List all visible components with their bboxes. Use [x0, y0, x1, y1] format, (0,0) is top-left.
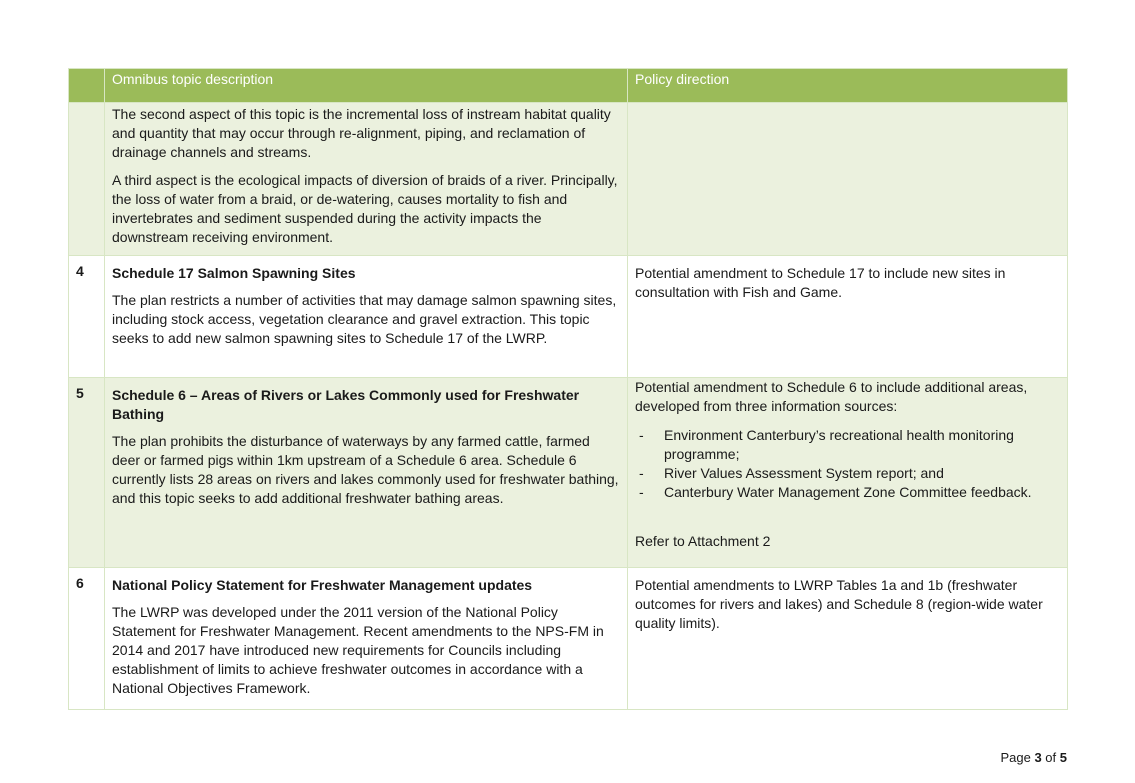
- page-current: 3: [1034, 750, 1042, 765]
- topic-description-paragraph: The plan prohibits the disturbance of waterways by any farmed cattle, farmed deer or farmed pigs within 1km upstream of a Schedule 6 area. Schedule 6 currently lists 28 areas on rivers and lakes commonly used for freshwater bathing, and this topic seeks to add additional freshwater bathing areas.: [112, 433, 619, 506]
- row-number: 6: [76, 575, 84, 591]
- row-policy-cell: [628, 568, 1068, 710]
- row-number-cell: [69, 103, 105, 256]
- table-header-row: [69, 69, 1068, 103]
- row-number: 4: [76, 263, 84, 279]
- row-description-cell: [105, 256, 628, 378]
- list-item: - River Values Assessment System report; and: [635, 464, 1060, 483]
- header-policy-label: Policy direction: [635, 71, 730, 87]
- policy-text: [628, 103, 1067, 114]
- row-number: 5: [76, 385, 84, 401]
- attachment-reference: Refer to Attachment 2: [635, 533, 771, 549]
- policy-text: Potential amendment to Schedule 17 to include new sites in consultation with Fish and Game.: [635, 265, 1006, 300]
- row-policy-cell: [628, 103, 1068, 256]
- policy-intro: Potential amendment to Schedule 6 to include additional areas, developed from three information sources:: [635, 379, 1028, 414]
- table-row-6: [69, 568, 1068, 710]
- header-description-label: Omnibus topic description: [112, 71, 274, 87]
- topic-title: National Policy Statement for Freshwater Management updates: [112, 577, 533, 593]
- header-number-cell: [69, 69, 105, 103]
- page-number: [1000, 750, 1067, 765]
- row-policy-cell: [628, 256, 1068, 378]
- table-row-continued: [69, 103, 1068, 256]
- header-description-cell: [105, 69, 628, 103]
- table-row-4: [69, 256, 1068, 378]
- row-description-cell: [105, 568, 628, 710]
- list-item: - Canterbury Water Management Zone Committee feedback.: [635, 483, 1060, 502]
- topic-description-paragraph: The plan restricts a number of activities that may damage salmon spawning sites, including stock access, vegetation clearance and gravel extraction. This topic seeks to add new salmon spawning sites to Schedule 17 of the LWRP.: [112, 292, 617, 346]
- row-description-cell: [105, 103, 628, 256]
- row-number-cell: [69, 256, 105, 378]
- page-label: Page: [1000, 750, 1031, 765]
- topic-description-paragraph: The second aspect of this topic is the incremental loss of instream habitat quality and quantity that may occur through re-alignment, piping, and reclamation of drainage channels and streams.: [112, 106, 611, 160]
- omnibus-topics-table: [68, 68, 1068, 710]
- page-total: 5: [1059, 750, 1067, 765]
- row-policy-cell: [628, 378, 1068, 568]
- page-of: of: [1045, 750, 1057, 765]
- list-item: - Environment Canterbury’s recreational health monitoring programme;: [635, 426, 1060, 464]
- topic-title: Schedule 6 – Areas of Rivers or Lakes Commonly used for Freshwater Bathing: [112, 387, 580, 422]
- policy-source-list: [635, 426, 1060, 502]
- topic-description-paragraph: A third aspect is the ecological impacts of diversion of braids of a river. Principally, the loss of water from a braid, or de-watering, causes mortality to fish and invertebrates and sediment suspended during the activity impacts the downstream receiving environment.: [112, 172, 618, 245]
- policy-text: Potential amendments to LWRP Tables 1a and 1b (freshwater outcomes for rivers and lakes) and Schedule 8 (region-wide water quality limits).: [635, 577, 1043, 631]
- row-description-cell: [105, 378, 628, 568]
- topic-title: Schedule 17 Salmon Spawning Sites: [112, 265, 356, 281]
- row-number-cell: [69, 568, 105, 710]
- row-number-cell: [69, 378, 105, 568]
- topic-description-paragraph: The LWRP was developed under the 2011 version of the National Policy Statement for Freshwater Management. Recent amendments to the NPS-FM in 2014 and 2017 have introduced new requirements for Councils including establishment of limits to achieve freshwater outcomes in accordance with a National Objectives Framework.: [112, 604, 604, 696]
- header-policy-cell: [628, 69, 1068, 103]
- table-row-5: [69, 378, 1068, 568]
